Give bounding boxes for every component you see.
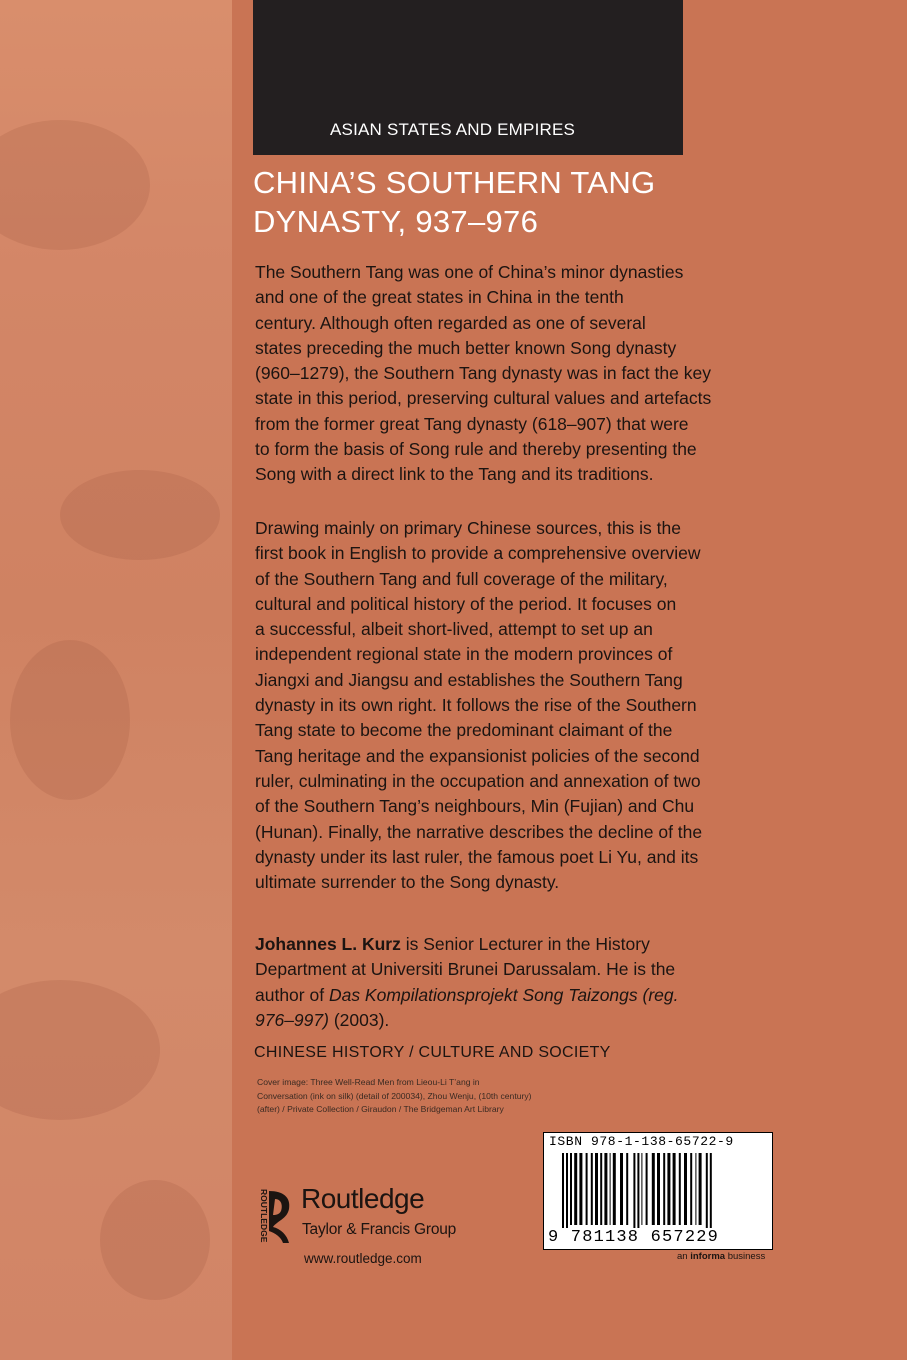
barcode-digits: 9 781138 657229 (548, 1228, 720, 1247)
text-line: ultimate surrender to the Song dynasty. (255, 872, 560, 893)
text-line: first book in English to provide a comprehensive overview (255, 543, 701, 564)
text-line: (960–1279), the Southern Tang dynasty was in fact the key (255, 363, 711, 384)
cover-image-credit (257, 1076, 557, 1117)
publisher-name: Routledge (301, 1183, 425, 1214)
text-line: dynasty under its last ruler, the famous poet Li Yu, and its (255, 846, 699, 867)
title-line: DYNASTY, 937–976 (253, 204, 539, 239)
text-line: of the Southern Tang and full coverage of the military, (255, 568, 668, 589)
text-line: and one of the great states in China in the tenth (255, 287, 624, 308)
informa-suffix: business (725, 1251, 766, 1262)
publisher-group: Taylor & Francis Group (302, 1221, 457, 1238)
text-line: (Hunan). Finally, the narrative describes the decline of the (255, 821, 703, 842)
text-line: state in this period, preserving cultural values and artefacts (255, 388, 712, 409)
title-line: CHINA’S SOUTHERN TANG (253, 165, 656, 200)
text-line (255, 983, 679, 1008)
blurb-paragraph-1 (255, 260, 711, 488)
book-title (253, 163, 853, 241)
text-line: cultural and political history of the period. It focuses on (255, 593, 677, 614)
author-name: Johannes L. Kurz (255, 934, 401, 954)
series-label: ASIAN STATES AND EMPIRES (330, 120, 576, 139)
text-line: to form the basis of Song rule and thereby presenting the (255, 439, 697, 460)
text-line (255, 932, 679, 957)
text-line: of the Southern Tang’s neighbours, Min (Fujian) and Chu (255, 796, 695, 817)
text-line: Department at Universiti Brunei Darussalam. He is the (255, 959, 676, 980)
series-band (253, 0, 683, 155)
text-line: The Southern Tang was one of China’s minor dynasties (255, 262, 684, 282)
text-line: a successful, albeit short-lived, attempt to set up an (255, 619, 653, 640)
bio-text: is Senior Lecturer in the History (400, 934, 650, 954)
bio-text: author of (255, 984, 329, 1005)
subject-category: CHINESE HISTORY / CULTURE AND SOCIETY (254, 1044, 611, 1061)
book-reference: 976–997) (255, 1009, 329, 1030)
routledge-logo-icon (253, 1187, 295, 1245)
text-line: Tang state to become the predominant claimant of the (255, 720, 673, 741)
informa-prefix: an (677, 1251, 691, 1262)
text-line (255, 1008, 679, 1033)
text-line: Jiangxi and Jiangsu and establishes the Southern Tang (255, 669, 683, 690)
text-line: Song with a direct link to the Tang and its traditions. (255, 464, 654, 485)
text-line: independent regional state in the modern provinces of (255, 644, 673, 665)
credit-line: Conversation (ink on silk) (detail of 200034), Zhou Wenju, (10th century) (257, 1090, 532, 1101)
isbn-label: ISBN 978-1-138-65722-9 (549, 1134, 734, 1149)
credit-line: Cover image: Three Well-Read Men from Lieou-Li T’ang in (257, 1077, 480, 1087)
bio-text: (2003). (328, 1009, 390, 1030)
routledge-vertical-mark: ROUTLEDGE (259, 1189, 269, 1243)
blurb-paragraph-2 (255, 516, 702, 895)
book-reference: Das Kompilationsprojekt Song Taizongs (reg. (328, 984, 679, 1005)
cover-art-strip (0, 0, 232, 1360)
text-line: states preceding the much better known Song dynasty (255, 337, 677, 358)
informa-brand: informa (690, 1251, 726, 1262)
isbn-barcode (543, 1132, 773, 1250)
text-line: dynasty in its own right. It follows the rise of the Southern (255, 695, 697, 716)
text-line: Drawing mainly on primary Chinese sources, this is the (255, 518, 681, 538)
text-line: ruler, culminating in the occupation and annexation of two (255, 770, 701, 791)
author-bio (255, 932, 679, 1033)
text-line: century. Although often regarded as one of several (255, 312, 646, 333)
text-line: from the former great Tang dynasty (618–907) that were (255, 413, 689, 434)
publisher-url[interactable]: www.routledge.com (304, 1251, 422, 1266)
text-line: Tang heritage and the expansionist policies of the second (255, 745, 700, 766)
informa-tagline (677, 1251, 765, 1262)
credit-line: (after) / Private Collection / Giraudon / The Bridgeman Art Library (257, 1104, 504, 1114)
